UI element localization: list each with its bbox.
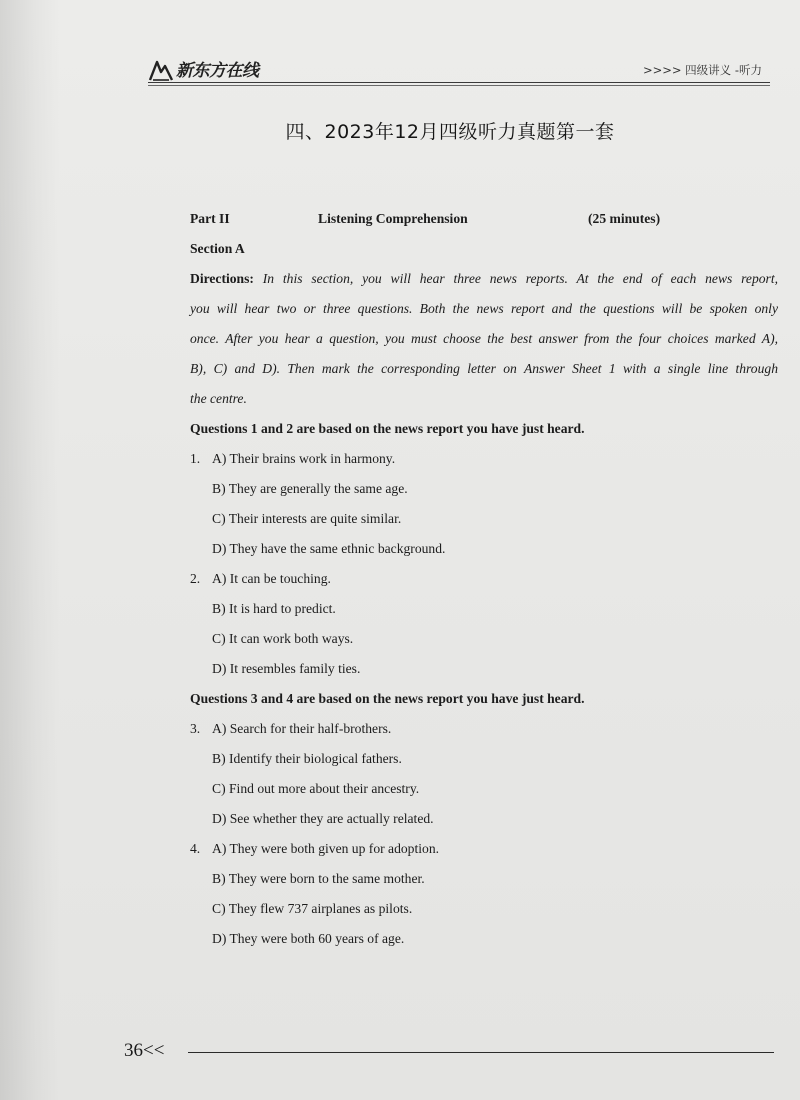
question-option: B) Identify their biological fathers. [212,751,402,766]
question-option: C) They flew 737 airplanes as pilots. [212,901,413,916]
option-text: A) Their brains work in harmony. [212,451,396,466]
question-group-heading: Questions 1 and 2 are based on the news report you have just heard. [190,421,585,436]
question-number: 2. [190,571,201,586]
publisher-logo [148,52,259,82]
page-number: 36<< [124,1040,165,1061]
directions-line: B), C) and D). Then mark the corresponding letter on Answer Sheet 1 with a single line through [190,361,778,376]
question-option [190,834,778,864]
directions-line: the centre. [190,391,247,406]
binding-shadow [0,0,60,1100]
question-option: D) They have the same ethnic background. [212,541,446,556]
question-option: B) They were born to the same mother. [212,871,425,886]
page-header [148,52,770,86]
question-option [190,444,778,474]
part-heading [190,204,778,234]
exam-content [190,204,778,954]
question-option: C) It can work both ways. [212,631,354,646]
header-rule-thin [148,85,770,86]
directions-label: Directions: [190,271,254,286]
directions-line: you will hear two or three questions. Both the news report and the questions will be spoken only [190,301,778,316]
question-item [190,564,778,684]
part-time: (25 minutes) [588,211,661,226]
question-item [190,444,778,564]
question-option: D) They were both 60 years of age. [212,931,405,946]
part-label: Part II [190,211,230,226]
question-group-heading: Questions 3 and 4 are based on the news report you have just heard. [190,691,585,706]
directions [190,264,778,414]
directions-line: once. After you hear a question, you must choose the best answer from the four choices marked A), [190,331,778,346]
question-number: 4. [190,841,201,856]
question-number: 3. [190,721,201,736]
question-option: B) It is hard to predict. [212,601,336,616]
question-option [190,564,778,594]
option-text: A) Search for their half-brothers. [212,721,392,736]
question-option: C) Their interests are quite similar. [212,511,402,526]
question-option: B) They are generally the same age. [212,481,408,496]
page-title: 四、2023年12月四级听力真题第一套 [285,121,615,143]
footer-rule [188,1052,774,1053]
option-text: A) They were both given up for adoption. [212,841,440,856]
question-number: 1. [190,451,201,466]
part-name: Listening Comprehension [318,211,468,226]
question-option: D) It resembles family ties. [212,661,361,676]
logo-text: 新东方在线 [176,61,259,81]
header-rule [148,82,770,83]
question-item [190,714,778,834]
question-option: D) See whether they are actually related. [212,811,434,826]
question-item [190,834,778,954]
question-option: C) Find out more about their ancestry. [212,781,420,796]
header-section-label: >>>> 四级讲义 -听力 [642,63,762,77]
question-option [190,714,778,744]
directions-text: In this section, you will hear three news reports. At the end of each news report, [262,271,779,286]
option-text: A) It can be touching. [212,571,331,586]
section-heading: Section A [190,241,245,256]
directions-line [190,264,778,294]
page-footer [124,1040,774,1066]
logo-mark-icon [148,58,174,82]
